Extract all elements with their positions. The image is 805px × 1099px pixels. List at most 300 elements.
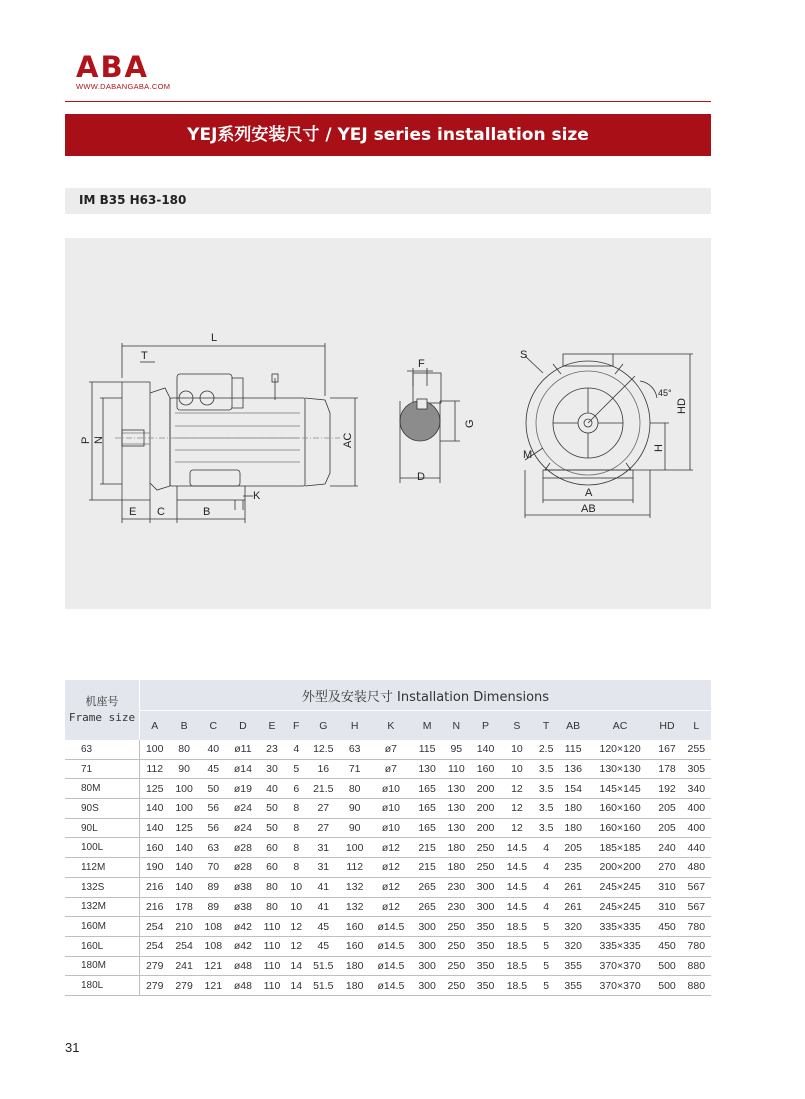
table-row: [65, 936, 711, 956]
dimension-cell: 63: [199, 838, 228, 858]
dimension-cell: ø24: [228, 818, 258, 838]
dimension-cell: 230: [442, 877, 471, 897]
dimension-cell: 89: [199, 877, 228, 897]
frame-size-cell: 71: [65, 759, 140, 779]
dimension-cell: 23: [258, 740, 286, 759]
dimension-cell: 89: [199, 897, 228, 917]
dimension-cell: 8: [286, 799, 306, 819]
dimension-cell: ø14.5: [369, 936, 412, 956]
side-view: [89, 343, 358, 523]
dimension-cell: 41: [307, 897, 341, 917]
dimension-cell: 121: [199, 976, 228, 996]
dimension-cell: 10: [286, 897, 306, 917]
dim-label-H: H: [653, 444, 665, 452]
dimensions-table-container: [65, 680, 711, 996]
dimension-cell: 4: [286, 740, 306, 759]
dimension-cell: 261: [559, 877, 588, 897]
dimension-cell: 370×370: [588, 976, 653, 996]
dimension-cell: 167: [652, 740, 681, 759]
dimension-cell: 240: [652, 838, 681, 858]
dimension-cell: 265: [412, 877, 441, 897]
dimension-cell: 350: [471, 917, 500, 937]
dimension-cell: 60: [258, 838, 286, 858]
dimension-cell: 136: [559, 759, 588, 779]
dimension-cell: ø48: [228, 976, 258, 996]
table-row: [65, 779, 711, 799]
dimension-cell: 180: [340, 956, 369, 976]
dim-label-L: L: [211, 332, 218, 344]
dimension-cell: 270: [652, 858, 681, 878]
dimension-cell: 205: [652, 818, 681, 838]
dimension-cell: 245×245: [588, 897, 653, 917]
table-row: [65, 917, 711, 937]
dimension-cell: 50: [258, 799, 286, 819]
dim-label-S: S: [520, 349, 528, 361]
frame-size-cell: 132S: [65, 877, 140, 897]
column-header: L: [682, 711, 711, 741]
dimension-cell: 310: [652, 897, 681, 917]
dim-label-A: A: [585, 487, 593, 499]
brand-name: ABA: [76, 50, 149, 84]
table-row: [65, 877, 711, 897]
frame-size-cell: 90S: [65, 799, 140, 819]
frame-size-cell: 90L: [65, 818, 140, 838]
dimension-cell: 2.5: [534, 740, 559, 759]
dimension-cell: 4: [534, 877, 559, 897]
dimension-cell: 780: [682, 917, 711, 937]
dimension-cell: 355: [559, 956, 588, 976]
dimension-cell: 51.5: [307, 956, 341, 976]
table-row: [65, 976, 711, 996]
dimension-cell: ø14: [228, 759, 258, 779]
dimension-cell: 3.5: [534, 818, 559, 838]
header-rule: [65, 101, 711, 102]
dim-label-M: M: [523, 449, 533, 461]
dimension-cell: 320: [559, 917, 588, 937]
dimension-cell: 180: [340, 976, 369, 996]
dimension-cell: 132: [340, 877, 369, 897]
dimension-cell: 50: [258, 818, 286, 838]
dim-label-E: E: [129, 506, 137, 518]
dimension-cell: 108: [199, 917, 228, 937]
table-body: [65, 740, 711, 995]
dim-label-AB: AB: [581, 503, 596, 515]
dimension-cell: ø7: [369, 759, 412, 779]
dimension-cell: 14.5: [500, 838, 534, 858]
dimension-cell: 18.5: [500, 917, 534, 937]
dimension-cell: 205: [652, 799, 681, 819]
dimension-cell: 279: [169, 976, 198, 996]
table-row: [65, 740, 711, 759]
dimension-cell: 178: [169, 897, 198, 917]
dimension-cell: 130: [412, 759, 441, 779]
column-header: F: [286, 711, 306, 741]
dimension-cell: 14: [286, 956, 306, 976]
dimension-cell: 300: [412, 917, 441, 937]
dimension-cell: 180: [559, 799, 588, 819]
dimension-cell: 50: [199, 779, 228, 799]
dimension-cell: 250: [442, 917, 471, 937]
dimension-cell: 108: [199, 936, 228, 956]
dimension-cell: 145×145: [588, 779, 653, 799]
dimension-cell: 100: [169, 799, 198, 819]
dimension-cell: 160×160: [588, 818, 653, 838]
frame-size-cell: 180M: [65, 956, 140, 976]
dimension-cell: 130: [442, 818, 471, 838]
dimension-cell: ø14.5: [369, 956, 412, 976]
dimension-cell: 130: [442, 799, 471, 819]
dimension-cell: 12: [500, 779, 534, 799]
dimension-cell: 450: [652, 917, 681, 937]
dimension-cell: 400: [682, 799, 711, 819]
column-header-row: [65, 711, 711, 741]
dimension-cell: 120×120: [588, 740, 653, 759]
dimension-cell: 21.5: [307, 779, 341, 799]
dimension-cell: ø10: [369, 818, 412, 838]
column-header: N: [442, 711, 471, 741]
dimension-cell: 125: [140, 779, 170, 799]
dimension-cell: 14.5: [500, 858, 534, 878]
column-header: HD: [652, 711, 681, 741]
dimension-cell: 180: [559, 818, 588, 838]
dimension-cell: ø7: [369, 740, 412, 759]
dimension-cell: ø10: [369, 799, 412, 819]
dimension-cell: 370×370: [588, 956, 653, 976]
dimension-cell: 215: [412, 838, 441, 858]
dimension-cell: 5: [534, 936, 559, 956]
dimension-cell: 56: [199, 799, 228, 819]
dimension-cell: 100: [340, 838, 369, 858]
dimension-cell: ø12: [369, 877, 412, 897]
dim-label-C: C: [157, 506, 165, 518]
column-header: G: [307, 711, 341, 741]
column-header: D: [228, 711, 258, 741]
dimension-cell: 31: [307, 858, 341, 878]
dimension-cell: 450: [652, 936, 681, 956]
dimension-cell: 160: [340, 936, 369, 956]
table-row: [65, 956, 711, 976]
frame-size-cell: 63: [65, 740, 140, 759]
shaft-section-view: [400, 368, 460, 483]
dimension-cell: 279: [140, 976, 170, 996]
dimension-cell: 5: [534, 976, 559, 996]
dimension-cell: 254: [140, 936, 170, 956]
dimension-cell: 335×335: [588, 917, 653, 937]
dimension-cell: 440: [682, 838, 711, 858]
dimension-cell: 140: [471, 740, 500, 759]
end-view: [525, 354, 693, 518]
dimension-cell: ø48: [228, 956, 258, 976]
dimension-cell: 140: [169, 838, 198, 858]
dimension-cell: 10: [286, 877, 306, 897]
dimension-cell: 480: [682, 858, 711, 878]
dimension-cell: 310: [652, 877, 681, 897]
dimension-cell: 80: [340, 779, 369, 799]
dimension-cell: 41: [307, 877, 341, 897]
dimension-cell: 90: [340, 799, 369, 819]
column-header: A: [140, 711, 170, 741]
column-header: AB: [559, 711, 588, 741]
dimension-cell: 140: [140, 818, 170, 838]
dimension-cell: 241: [169, 956, 198, 976]
dimension-cell: 3.5: [534, 759, 559, 779]
dimension-cell: 350: [471, 936, 500, 956]
section-title: IM B35 H63-180: [79, 193, 187, 207]
dimensions-table: [65, 680, 711, 996]
dimension-cell: 350: [471, 976, 500, 996]
dimension-cell: 40: [199, 740, 228, 759]
column-header: H: [340, 711, 369, 741]
dimension-cell: 210: [169, 917, 198, 937]
dimension-cell: 350: [471, 956, 500, 976]
dimension-cell: 10: [500, 759, 534, 779]
column-header: C: [199, 711, 228, 741]
dimension-cell: ø28: [228, 858, 258, 878]
dimension-cell: 320: [559, 936, 588, 956]
frame-size-cell: 112M: [65, 858, 140, 878]
column-header: K: [369, 711, 412, 741]
dimension-cell: 5: [534, 956, 559, 976]
dimension-cell: ø14.5: [369, 917, 412, 937]
dimension-cell: 8: [286, 858, 306, 878]
dimension-cell: ø12: [369, 897, 412, 917]
dimension-cell: 51.5: [307, 976, 341, 996]
dimension-cell: 18.5: [500, 976, 534, 996]
dimension-cell: 200: [471, 799, 500, 819]
dimension-cell: 40: [258, 779, 286, 799]
table-row: [65, 858, 711, 878]
dimension-cell: 180: [442, 838, 471, 858]
dimension-cell: 71: [340, 759, 369, 779]
dimension-cell: 230: [442, 897, 471, 917]
column-header: AC: [588, 711, 653, 741]
table-row: [65, 818, 711, 838]
dimension-cell: 160: [340, 917, 369, 937]
dimension-cell: 300: [471, 897, 500, 917]
column-header: P: [471, 711, 500, 741]
page-title: YEJ系列安装尺寸 / YEJ series installation size: [65, 114, 711, 156]
dim-label-T: T: [141, 350, 148, 362]
dimension-cell: 63: [340, 740, 369, 759]
dimension-cell: 261: [559, 897, 588, 917]
dimension-cell: 500: [652, 956, 681, 976]
dimension-cell: 115: [559, 740, 588, 759]
dim-label-B: B: [203, 506, 211, 518]
dimension-cell: 27: [307, 818, 341, 838]
dim-label-G: G: [464, 419, 476, 428]
dimension-cell: 165: [412, 799, 441, 819]
dimension-cell: 245×245: [588, 877, 653, 897]
dimension-cell: ø42: [228, 917, 258, 937]
dimension-cell: 110: [258, 976, 286, 996]
dimension-cell: 112: [340, 858, 369, 878]
dimension-cell: 165: [412, 818, 441, 838]
page-number: 31: [65, 1040, 80, 1055]
dimension-cell: 880: [682, 976, 711, 996]
column-header: S: [500, 711, 534, 741]
dimension-cell: 110: [442, 759, 471, 779]
dimension-cell: 192: [652, 779, 681, 799]
motor-dimension-drawing: [65, 238, 711, 609]
dimension-cell: 3.5: [534, 799, 559, 819]
dimension-cell: 45: [199, 759, 228, 779]
table-row: [65, 897, 711, 917]
dimension-cell: 5: [534, 917, 559, 937]
dimension-cell: 255: [682, 740, 711, 759]
dimension-cell: 12: [500, 799, 534, 819]
dimension-cell: 125: [169, 818, 198, 838]
dimension-cell: 5: [286, 759, 306, 779]
column-header: T: [534, 711, 559, 741]
dimension-cell: 567: [682, 877, 711, 897]
dimension-cell: 254: [140, 917, 170, 937]
dimension-cell: ø11: [228, 740, 258, 759]
dimension-cell: 8: [286, 838, 306, 858]
dimension-cell: 205: [559, 838, 588, 858]
dimension-cell: 279: [140, 956, 170, 976]
dimension-cell: 400: [682, 818, 711, 838]
dimension-cell: 18.5: [500, 956, 534, 976]
dimension-cell: 12: [500, 818, 534, 838]
dimensions-header: 外型及安装尺寸 Installation Dimensions: [140, 680, 712, 711]
dimension-cell: 140: [140, 799, 170, 819]
dimension-cell: 45: [307, 936, 341, 956]
dimension-cell: 10: [500, 740, 534, 759]
dim-label-D: D: [417, 471, 425, 483]
brand-url: WWW.DABANGABA.COM: [76, 82, 171, 91]
dim-label-HD: HD: [676, 398, 688, 414]
dim-label-K: K: [253, 490, 261, 502]
dimension-cell: 4: [534, 897, 559, 917]
dimension-cell: 100: [140, 740, 170, 759]
dimension-cell: ø24: [228, 799, 258, 819]
column-header: M: [412, 711, 441, 741]
table-row: [65, 799, 711, 819]
table-row: [65, 759, 711, 779]
dimension-cell: ø12: [369, 838, 412, 858]
dimension-cell: 355: [559, 976, 588, 996]
frame-size-cell: 180L: [65, 976, 140, 996]
dimension-cell: 8: [286, 818, 306, 838]
frame-size-cell: 160M: [65, 917, 140, 937]
dimension-cell: 110: [258, 936, 286, 956]
dim-label-angle: 45°: [658, 388, 672, 398]
dimension-cell: 300: [412, 956, 441, 976]
dimension-cell: ø38: [228, 897, 258, 917]
frame-size-cell: 100L: [65, 838, 140, 858]
dim-label-P: P: [80, 436, 92, 444]
dimension-cell: 160×160: [588, 799, 653, 819]
dimension-cell: 250: [442, 936, 471, 956]
dimension-cell: ø10: [369, 779, 412, 799]
dim-label-F: F: [418, 358, 425, 370]
dimension-cell: 254: [169, 936, 198, 956]
dimension-cell: 31: [307, 838, 341, 858]
dimension-cell: 216: [140, 877, 170, 897]
dimension-cell: 215: [412, 858, 441, 878]
dim-label-N: N: [93, 436, 105, 444]
brand-logo: [76, 52, 170, 91]
dimension-cell: 70: [199, 858, 228, 878]
dimension-cell: 178: [652, 759, 681, 779]
dimension-cell: 16: [307, 759, 341, 779]
technical-drawing: [65, 238, 711, 609]
dimension-cell: 780: [682, 936, 711, 956]
dimension-cell: 56: [199, 818, 228, 838]
dimension-cell: 200: [471, 779, 500, 799]
dimension-cell: 300: [471, 877, 500, 897]
dimension-cell: 140: [169, 858, 198, 878]
table-row: [65, 838, 711, 858]
frame-size-cell: 132M: [65, 897, 140, 917]
dimension-cell: ø28: [228, 838, 258, 858]
dimension-cell: 14.5: [500, 897, 534, 917]
dimension-cell: 160: [471, 759, 500, 779]
dimension-cell: 160: [140, 838, 170, 858]
dimension-cell: 80: [258, 897, 286, 917]
dimension-cell: 335×335: [588, 936, 653, 956]
dimension-cell: 250: [471, 858, 500, 878]
dimension-cell: 110: [258, 956, 286, 976]
dimension-cell: 12.5: [307, 740, 341, 759]
dimension-cell: 250: [471, 838, 500, 858]
dimension-cell: ø19: [228, 779, 258, 799]
dimension-cell: 3.5: [534, 779, 559, 799]
dimension-cell: 200×200: [588, 858, 653, 878]
dimension-cell: ø12: [369, 858, 412, 878]
dimension-cell: 140: [169, 877, 198, 897]
dimension-cell: 4: [534, 838, 559, 858]
dimension-cell: 14: [286, 976, 306, 996]
section-bar: [65, 188, 711, 214]
column-header: B: [169, 711, 198, 741]
dimension-cell: 80: [258, 877, 286, 897]
dimension-cell: ø14.5: [369, 976, 412, 996]
dimension-cell: 165: [412, 779, 441, 799]
frame-size-header-cn: 机座号: [85, 695, 119, 708]
dimension-cell: 6: [286, 779, 306, 799]
dimension-cell: 110: [258, 917, 286, 937]
dimension-cell: 340: [682, 779, 711, 799]
dimension-cell: 27: [307, 799, 341, 819]
dimension-cell: 80: [169, 740, 198, 759]
dimension-cell: 250: [442, 956, 471, 976]
frame-size-cell: 80M: [65, 779, 140, 799]
dimension-cell: 100: [169, 779, 198, 799]
dimension-cell: 18.5: [500, 936, 534, 956]
dimension-cell: 200: [471, 818, 500, 838]
frame-size-cell: 160L: [65, 936, 140, 956]
dimension-cell: 235: [559, 858, 588, 878]
dimension-cell: 45: [307, 917, 341, 937]
dimension-cell: 121: [199, 956, 228, 976]
dimension-cell: 880: [682, 956, 711, 976]
dimension-cell: 14.5: [500, 877, 534, 897]
dimension-cell: 132: [340, 897, 369, 917]
dimension-cell: 216: [140, 897, 170, 917]
dimension-cell: 300: [412, 936, 441, 956]
dimension-cell: 500: [652, 976, 681, 996]
column-header: E: [258, 711, 286, 741]
dim-label-AC: AC: [342, 432, 354, 448]
dimension-cell: 265: [412, 897, 441, 917]
dimension-cell: 130: [442, 779, 471, 799]
dimension-cell: 154: [559, 779, 588, 799]
dimension-cell: ø42: [228, 936, 258, 956]
dimension-cell: 185×185: [588, 838, 653, 858]
dimension-cell: 12: [286, 936, 306, 956]
dimension-cell: 30: [258, 759, 286, 779]
